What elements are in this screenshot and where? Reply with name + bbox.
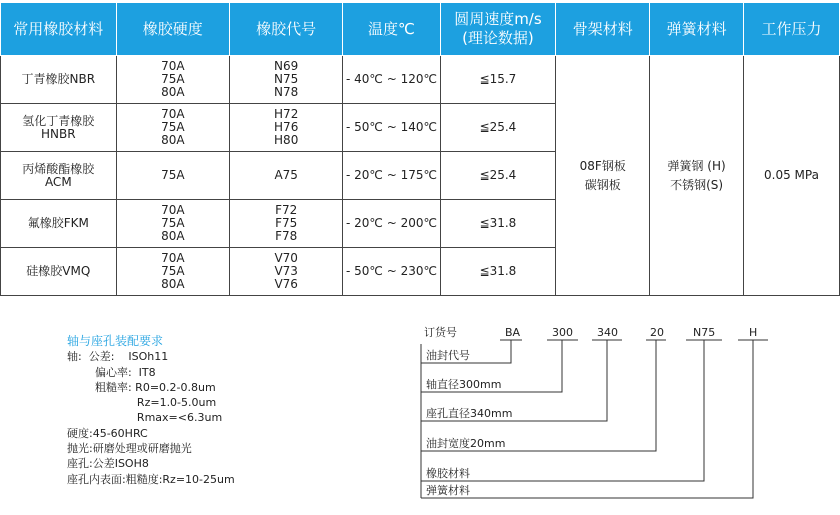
hardness-value: 75A bbox=[161, 264, 185, 278]
cell-frame-material bbox=[556, 56, 650, 296]
cell-hardness bbox=[116, 200, 229, 248]
hardness-value: 75A bbox=[161, 168, 185, 182]
cell-temperature: - 50℃ ~ 230℃ bbox=[343, 248, 440, 296]
order-item-rubber-material: 橡胶材料 bbox=[426, 467, 470, 480]
code-value: N75 bbox=[274, 72, 299, 86]
spring-material-line: 不锈钢(S) bbox=[670, 177, 724, 192]
order-item-seal-width: 油封宽度20mm bbox=[426, 437, 506, 450]
cell-hardness bbox=[116, 56, 229, 104]
order-code-20: 20 bbox=[650, 326, 664, 339]
order-code-300: 300 bbox=[552, 326, 573, 339]
cell-material bbox=[1, 56, 117, 104]
material-line: 丁青橡胶NBR bbox=[21, 72, 96, 86]
cell-hardness bbox=[116, 248, 229, 296]
connector-code-n75 bbox=[421, 340, 722, 481]
frame-material-line: 碳钢板 bbox=[584, 177, 621, 192]
cell-hardness bbox=[116, 104, 229, 152]
material-line: 丙烯酸酯橡胶 bbox=[22, 161, 95, 176]
fit-line-bore-roughness: 座孔内表面:粗糙度:Rz=10-25um bbox=[67, 472, 235, 486]
header-frame-material: 骨架材料 bbox=[556, 3, 650, 56]
cell-codes bbox=[229, 104, 342, 152]
material-line: 氢化丁青橡胶 bbox=[22, 113, 95, 128]
connector-code-340 bbox=[421, 340, 622, 421]
hardness-value: 80A bbox=[161, 133, 185, 147]
cell-speed: ≦31.8 bbox=[440, 248, 556, 296]
fit-line-shaft-tolerance: 轴: 公差: ISOh11 bbox=[67, 350, 169, 364]
connector-code-ba bbox=[421, 340, 522, 363]
spring-material-line: 弹簧钢 (H) bbox=[667, 158, 726, 173]
cell-temperature: - 50℃ ~ 140℃ bbox=[343, 104, 440, 152]
code-value: V76 bbox=[274, 277, 298, 291]
cell-speed: ≦15.7 bbox=[440, 56, 556, 104]
material-line: 氟橡胶FKM bbox=[27, 216, 89, 230]
fit-requirements-title: 轴与座孔装配要求 bbox=[67, 334, 164, 348]
header-code: 橡胶代号 bbox=[229, 3, 342, 56]
fit-requirements bbox=[67, 334, 235, 487]
code-value: H72 bbox=[274, 107, 299, 121]
fit-line-eccentricity: 偏心率: IT8 bbox=[67, 365, 156, 379]
cell-material bbox=[1, 248, 117, 296]
fit-line-hardness: 硬度:45-60HRC bbox=[67, 426, 148, 440]
frame-material-line: 08F钢板 bbox=[579, 158, 626, 173]
cell-speed: ≦25.4 bbox=[440, 152, 556, 200]
code-value: N69 bbox=[274, 59, 299, 73]
header-speed-line1: 圆周速度m/s bbox=[454, 10, 542, 28]
fit-line-polish: 抛光:研磨处理或研磨抛光 bbox=[67, 442, 192, 456]
header-speed bbox=[440, 3, 556, 56]
header-material: 常用橡胶材料 bbox=[1, 3, 117, 56]
code-value: F75 bbox=[275, 216, 298, 230]
hardness-value: 75A bbox=[161, 120, 185, 134]
header-pressure: 工作压力 bbox=[743, 3, 839, 56]
code-value: A75 bbox=[274, 168, 298, 182]
material-line: 硅橡胶VMQ bbox=[26, 264, 91, 278]
cell-speed: ≦31.8 bbox=[440, 200, 556, 248]
fit-line-bore-tolerance: 座孔:公差ISOH8 bbox=[67, 457, 149, 471]
order-code-h: H bbox=[749, 326, 758, 339]
order-item-bore-diameter: 座孔直径340mm bbox=[426, 407, 513, 420]
header-speed-line2: (理论数据) bbox=[462, 29, 534, 47]
order-code-340: 340 bbox=[597, 326, 618, 339]
cell-codes bbox=[229, 152, 342, 200]
cell-temperature: - 20℃ ~ 200℃ bbox=[343, 200, 440, 248]
hardness-value: 80A bbox=[161, 277, 185, 291]
hardness-value: 70A bbox=[161, 251, 185, 265]
hardness-value: 80A bbox=[161, 85, 185, 99]
cell-temperature: - 40℃ ~ 120℃ bbox=[343, 56, 440, 104]
header-hardness: 橡胶硬度 bbox=[116, 3, 229, 56]
code-value: F72 bbox=[275, 203, 298, 217]
code-value: H80 bbox=[274, 133, 299, 147]
order-item-seal-code: 油封代号 bbox=[426, 349, 470, 362]
cell-hardness bbox=[116, 152, 229, 200]
cell-pressure: 0.05 MPa bbox=[743, 56, 839, 296]
table-header-row bbox=[1, 3, 840, 56]
hardness-value: 70A bbox=[161, 59, 185, 73]
cell-speed: ≦25.4 bbox=[440, 104, 556, 152]
hardness-value: 75A bbox=[161, 72, 185, 86]
cell-temperature: - 20℃ ~ 175℃ bbox=[343, 152, 440, 200]
connector-code-20 bbox=[421, 340, 666, 451]
code-value: F78 bbox=[275, 229, 298, 243]
cell-codes bbox=[229, 248, 342, 296]
code-value: N78 bbox=[274, 85, 299, 99]
code-value: H76 bbox=[274, 120, 299, 134]
cell-spring-material bbox=[650, 56, 744, 296]
order-code-n75: N75 bbox=[693, 326, 716, 339]
hardness-value: 75A bbox=[161, 216, 185, 230]
table-row bbox=[1, 56, 840, 104]
material-line: HNBR bbox=[41, 126, 76, 141]
cell-material bbox=[1, 104, 117, 152]
hardness-value: 70A bbox=[161, 107, 185, 121]
hardness-value: 70A bbox=[161, 203, 185, 217]
order-item-spring-material: 弹簧材料 bbox=[426, 484, 470, 497]
spec-table bbox=[0, 2, 840, 296]
order-code-ba: BA bbox=[505, 326, 521, 339]
fit-line-roughness-rmax: Rmax=<6.3um bbox=[67, 411, 223, 425]
cell-codes bbox=[229, 56, 342, 104]
header-spring-material: 弹簧材料 bbox=[650, 3, 744, 56]
order-item-shaft-diameter: 轴直径300mm bbox=[426, 378, 502, 391]
code-value: V70 bbox=[274, 251, 298, 265]
header-temperature: 温度℃ bbox=[343, 3, 440, 56]
cell-material bbox=[1, 152, 117, 200]
code-value: V73 bbox=[274, 264, 298, 278]
fit-line-roughness-rz: Rz=1.0-5.0um bbox=[67, 396, 217, 410]
material-line: ACM bbox=[44, 174, 72, 189]
cell-codes bbox=[229, 200, 342, 248]
hardness-value: 80A bbox=[161, 229, 185, 243]
cell-material bbox=[1, 200, 117, 248]
connector-code-300 bbox=[421, 340, 578, 392]
order-label: 订货号 bbox=[424, 326, 457, 339]
fit-line-roughness-r0: 粗糙率: R0=0.2-0.8um bbox=[67, 380, 216, 394]
connector-code-h bbox=[421, 340, 768, 498]
